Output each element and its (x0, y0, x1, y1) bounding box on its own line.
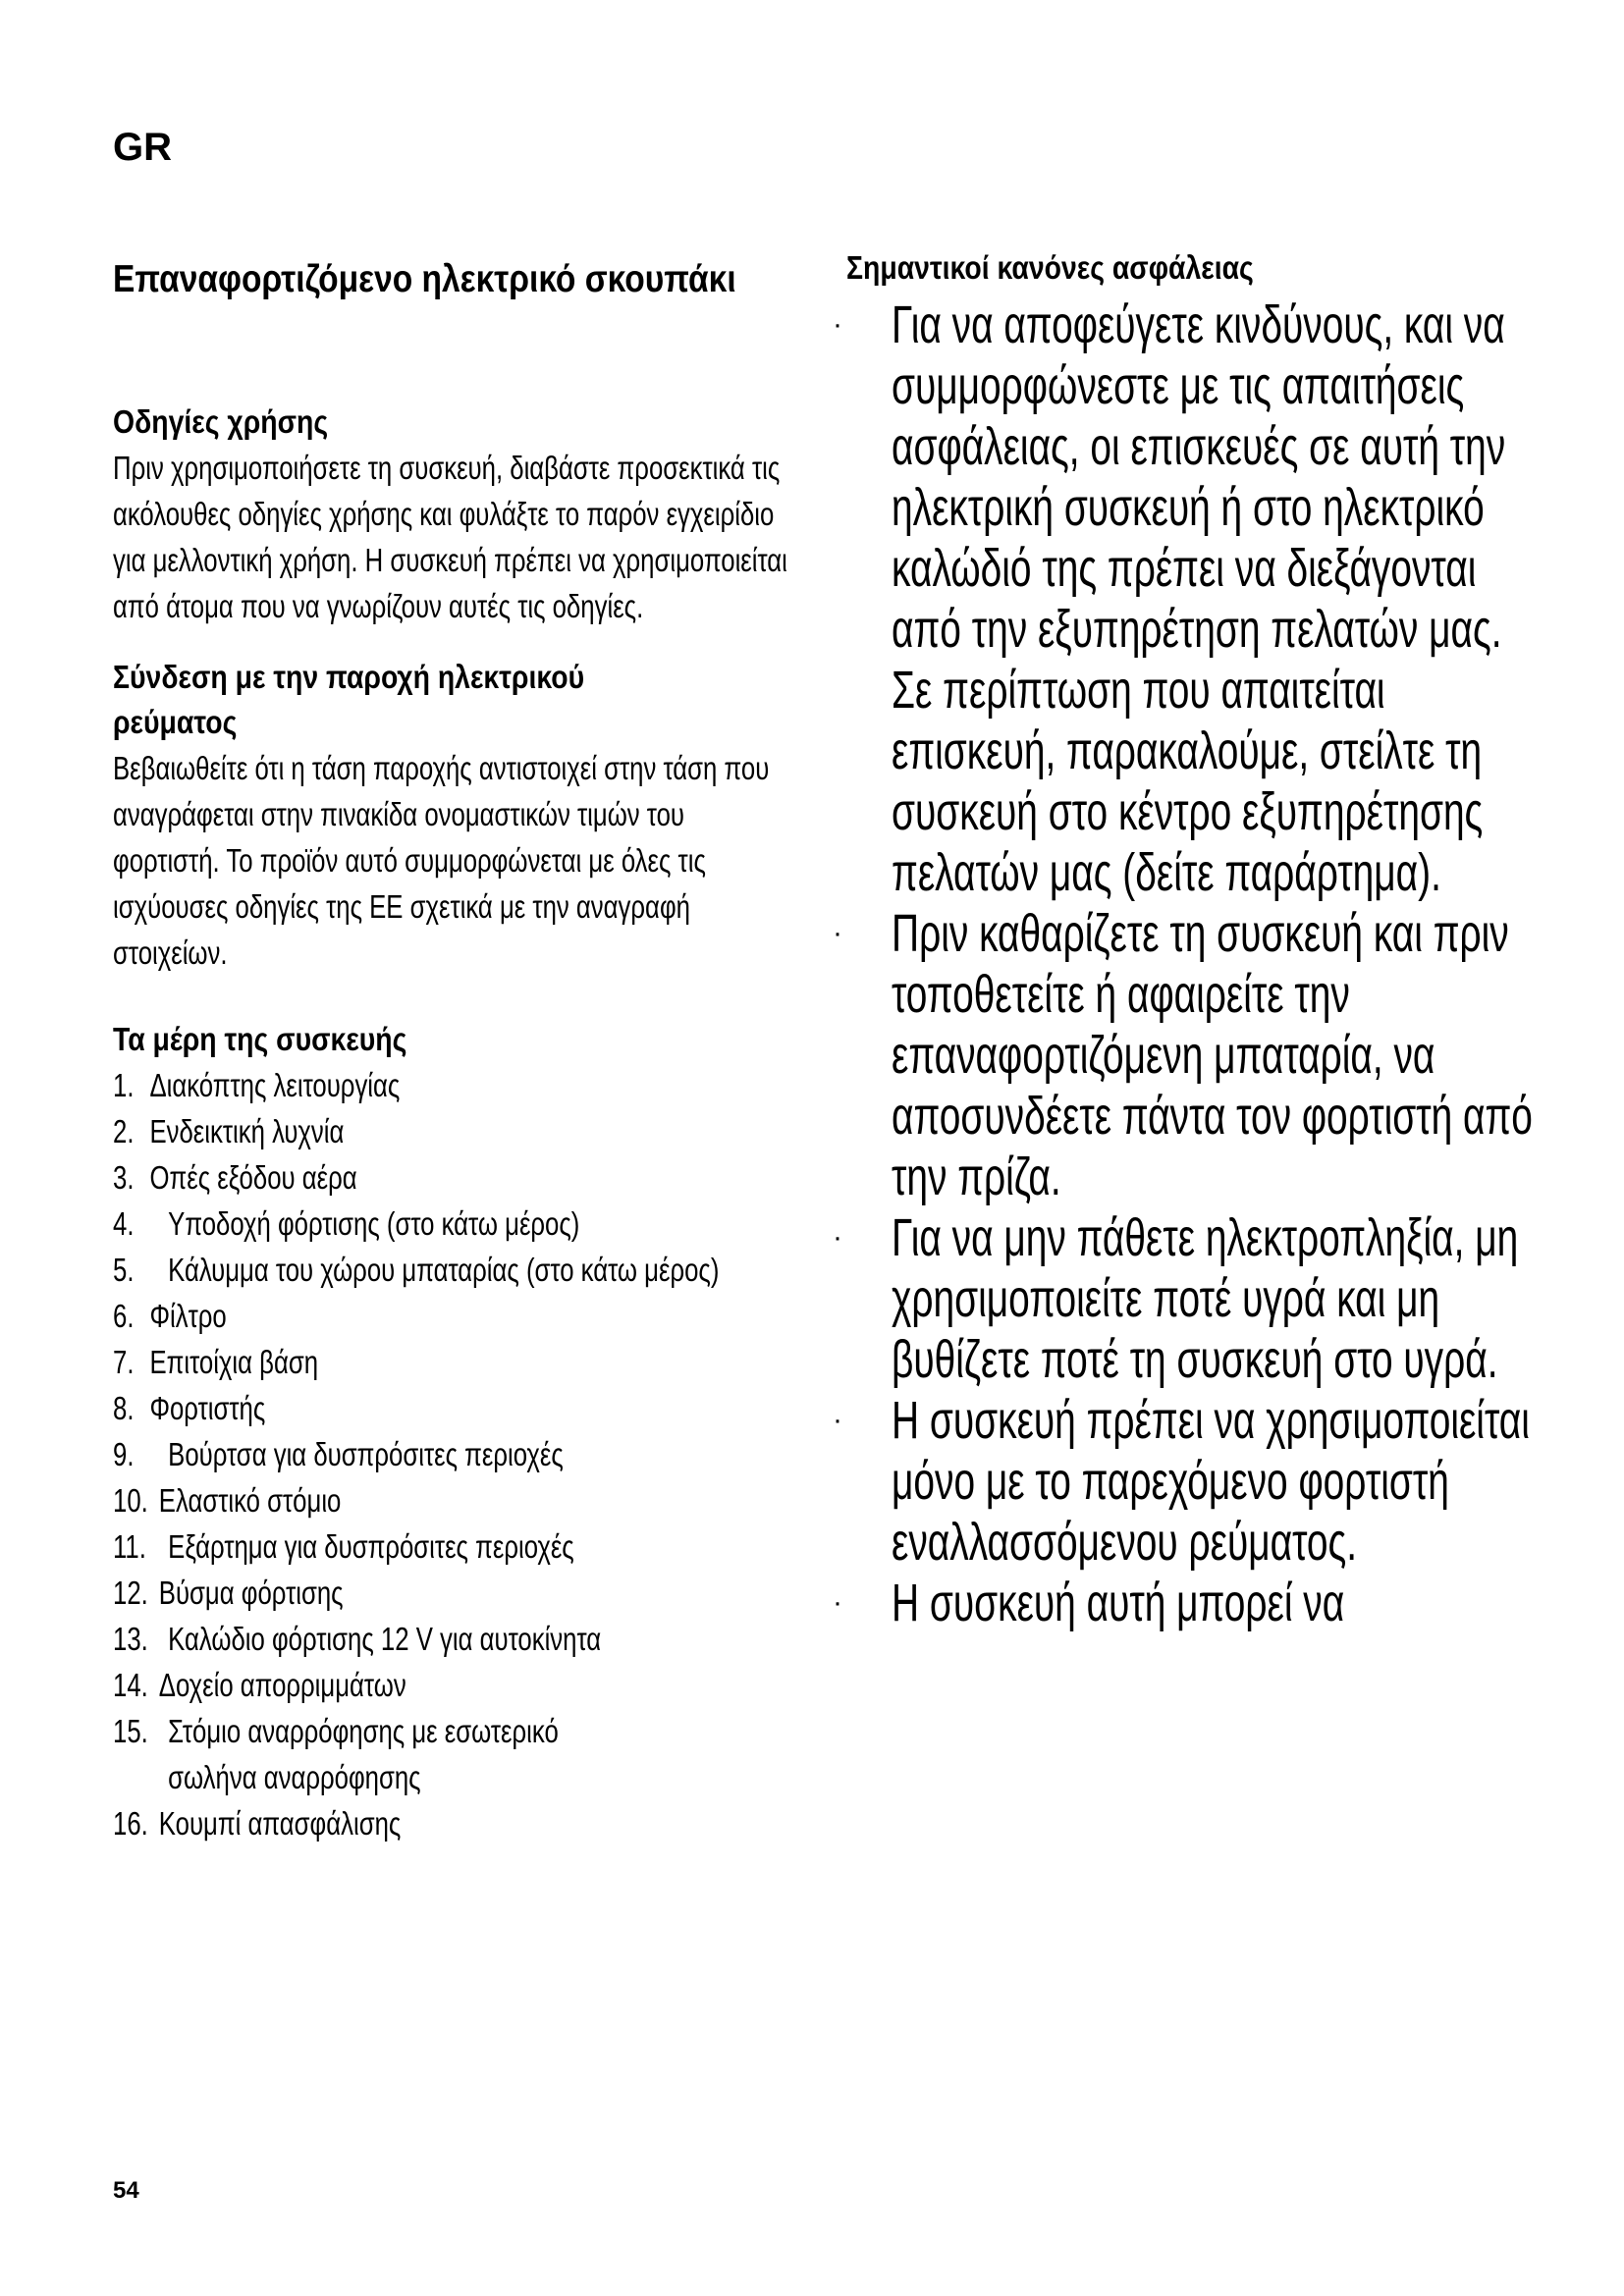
right-column (833, 245, 1540, 1633)
parts-list-item (113, 1108, 794, 1154)
item-text: Επιτοίχια βάση (149, 1344, 319, 1380)
item-number: 1. (113, 1067, 135, 1103)
safety-rule-text: Για να μην πάθετε ηλεκτροπληξία, μη χρησιμοποιείτε ποτέ υγρά και μη βυθίζετε ποτέ τη συσκευή στο υγρά. (892, 1208, 1519, 1389)
item-number: 2. (113, 1113, 135, 1149)
item-text: Βούρτσα για δυσπρόσιτες περιοχές (168, 1436, 564, 1472)
parts-list-item (113, 1708, 794, 1800)
bullet-icon: · (833, 1221, 842, 1254)
item-number: 11. (113, 1528, 146, 1565)
item-text: Φίλτρο (149, 1298, 227, 1334)
item-text: Δοχείο απορριμμάτων (158, 1667, 406, 1703)
item-text: Υποδοχή φόρτισης (στο κάτω μέρος) (168, 1205, 580, 1242)
item-text: Οπές εξόδου αέρα (149, 1159, 357, 1196)
power-heading: Σύνδεση με την παροχή ηλεκτρικού ρεύματος (113, 659, 585, 740)
item-number: 13. (113, 1621, 148, 1657)
left-column (113, 253, 800, 1846)
safety-rules-list (833, 294, 1540, 1633)
item-text: Καλώδιο φόρτισης 12 V για αυτοκίνητα (168, 1621, 602, 1657)
item-number: 3. (113, 1159, 135, 1196)
parts-list-item (113, 1800, 794, 1846)
item-number: 14. (113, 1667, 148, 1703)
language-code: GR (113, 126, 172, 169)
bullet-icon: · (833, 308, 842, 341)
item-text: Κουμπί απασφάλισης (158, 1805, 402, 1842)
item-number: 16. (113, 1805, 148, 1842)
power-section (113, 655, 800, 976)
bullet-icon: · (833, 1586, 842, 1619)
item-number: 9. (113, 1436, 135, 1472)
safety-heading: Σημαντικοί κανόνες ασφάλειας (846, 249, 1254, 286)
parts-list-item (113, 1293, 794, 1339)
item-number: 12. (113, 1575, 148, 1611)
parts-heading: Τα μέρη της συσκευής (113, 1021, 407, 1057)
parts-list-item (113, 1616, 794, 1662)
item-text: Ενδεικτική λυχνία (149, 1113, 345, 1149)
item-number: 4. (113, 1205, 135, 1242)
safety-rule-text: Για να αποφεύγετε κινδύνους, και να συμμορφώνεστε με τις απαιτήσεις ασφάλειας, οι επισκευές σε αυτή την ηλεκτρική συσκευή ή στο ηλεκτρικό καλώδιό της πρέπει να διεξάγονται από την εξυπηρέτηση πελατών μας. Σε περίπτωση που απαιτείται επισκευή, παρακαλούμε, στείλτε τη συσκευή στο κέντρο εξυπηρέτησης πελατών μας (δείτε παράρτημα). (892, 295, 1506, 902)
item-text: Ελαστικό στόμιο (158, 1482, 342, 1519)
safety-rule (833, 903, 1540, 1207)
parts-list-item (113, 1385, 794, 1431)
safety-rule (833, 1207, 1540, 1390)
item-text: Εξάρτημα για δυσπρόσιτες περιοχές (168, 1528, 574, 1565)
parts-list-item (113, 1062, 794, 1108)
instructions-section (113, 400, 800, 629)
document-title: Επαναφορτιζόμενο ηλεκτρικό σκουπάκι (113, 258, 736, 300)
safety-rule (833, 1390, 1540, 1573)
safety-rule-text: Η συσκευή αυτή μπορεί να (892, 1574, 1345, 1632)
item-text: Διακόπτης λειτουργίας (149, 1067, 401, 1103)
item-text: Στόμιο αναρρόφησης με εσωτερικό σωλήνα αναρρόφησης (168, 1713, 559, 1795)
page-number: 54 (113, 2177, 139, 2204)
parts-list-item (113, 1339, 794, 1385)
item-number: 5. (113, 1252, 135, 1288)
parts-list-item (113, 1662, 794, 1708)
instructions-heading: Οδηγίες χρήσης (113, 403, 329, 440)
item-number: 8. (113, 1390, 135, 1426)
bullet-icon: · (833, 1404, 842, 1436)
safety-rule (833, 294, 1540, 903)
parts-section (113, 1017, 800, 1846)
parts-list-item (113, 1570, 794, 1616)
parts-list-item (113, 1477, 794, 1523)
bullet-icon: · (833, 917, 842, 949)
parts-list-item (113, 1247, 794, 1293)
power-text: Βεβαιωθείτε ότι η τάση παροχής αντιστοιχεί στην τάση που αναγράφεται στην πινακίδα ονομαστικών τιμών του φορτιστή. Το προϊόν αυτό συμμορφώνεται με όλες τις ισχύουσες οδηγίες της ΕΕ σχετικά με την αναγραφή στοιχείων. (113, 750, 770, 971)
safety-rule (833, 1573, 1540, 1633)
parts-list-item (113, 1201, 794, 1247)
instructions-text: Πριν χρησιμοποιήσετε τη συσκευή, διαβάστε προσεκτικά τις ακόλουθες οδηγίες χρήσης και φυλάξτε το παρόν εγχειρίδιο για μελλοντική χρήση. Η συσκευή πρέπει να χρησιμοποιείται από άτομα που να γνωρίζουν αυτές τις οδηγίες. (113, 450, 787, 624)
item-number: 15. (113, 1713, 148, 1749)
parts-list-item (113, 1431, 794, 1477)
parts-list-item (113, 1154, 794, 1201)
item-number: 7. (113, 1344, 135, 1380)
safety-rule-text: Πριν καθαρίζετε τη συσκευή και πριν τοποθετείτε ή αφαιρείτε την επαναφορτιζόμενη μπαταρία, να αποσυνδέετε πάντα τον φορτιστή από την πρίζα. (892, 904, 1533, 1206)
item-number: 6. (113, 1298, 135, 1334)
item-text: Βύσμα φόρτισης (158, 1575, 344, 1611)
item-number: 10. (113, 1482, 148, 1519)
safety-rule-text: Η συσκευή πρέπει να χρησιμοποιείται μόνο με το παρεχόμενο φορτιστή εναλλασσόμενου ρεύματος. (892, 1391, 1530, 1572)
parts-list (113, 1062, 794, 1846)
parts-list-item (113, 1523, 794, 1570)
item-text: Φορτιστής (149, 1390, 266, 1426)
item-text: Κάλυμμα του χώρου μπαταρίας (στο κάτω μέρος) (168, 1252, 720, 1288)
